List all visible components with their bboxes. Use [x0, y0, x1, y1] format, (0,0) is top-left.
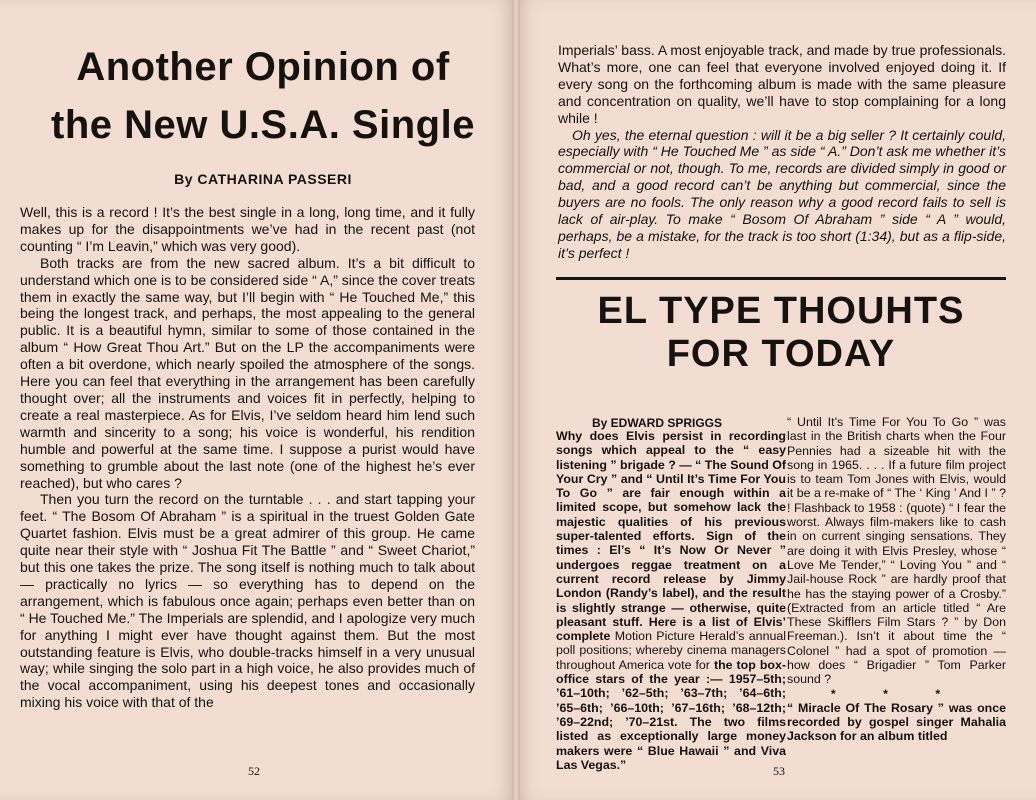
body-paragraph: Both tracks are from the new sacred album. It’s a bit difficult to understand which one is to be considered side “ A,” since the cover treats them in exactly the same way, but I’ll begin with “ He Touched Me,” this being the longest track, and perhaps, the most appealing to the general public. It is a beautiful hymn, similar to some of those contained in the album “ How Great Thou Art.” But on the LP the accompaniments were often a bit overdone, which nearly spoiled the atmosphere of the songs. Here you can feel that everything in the arrangement has been carefully thought over; all the instruments and voices fit in perfectly, helping to create a real masterpiece. As for Elvis, I’ve seldom heard him lend such warmth and sincerity to a song; his voice is wonderful, his rendition humble and powerful at the same time. I suppose a purist would have something to grumble about the last note (one of the highest he’s ever reached), but who cares ?: [20, 254, 475, 491]
section-separator: * * *: [830, 686, 963, 701]
body-paragraph: Well, this is a record ! It’s the best single in a long, long time, and it fully makes up for the disappointments we’ve had in the recent past (not counting “ I’m Leavin,” which was very good).: [20, 204, 475, 254]
column-right-bold-text: “ Miracle Of The Rosary ” was once recorded by gospel singer Mahalia Jackson for an album titled: [787, 700, 1006, 744]
column-right: [787, 415, 1006, 744]
page-number: 53: [773, 764, 785, 778]
column-left: [556, 429, 786, 772]
italic-paragraph: Oh yes, the eternal question : will it be a big seller ? It certainly could, especially with “ He Touched Me ” as side “ A.” Don’t ask me whether it’s commercial or not, though. To me, records are divided simply in good or bad, and a good record can’t be anything but commercial, since the buyers are no fools. The only reason why a good record fails to sell is lack of air-play. To make “ Bosom Of Abraham ” side “ A ” would, perhaps, be a mistake, for the track is too short (1:34), but as a flip-side, it’s perfect !: [558, 126, 1006, 261]
headline-line-2: the New U.S.A. Single: [51, 103, 475, 147]
column-left-bold-text: Why does Elvis persist in recording songs which appeal to the “ easy listening ” brigade ? — “ The Sound Of Your Cry ” and “ Until It’s Time For You To Go ” are fair enough within a limited scope, but somehow lack the majestic qualities of his previous super-talented efforts. Sign of the times : El’s “ It’s Now Or Never ” undergoes reggae treatment on a current record release by Jimmy London (Randy’s label), and the result is slightly strange — otherwise, quite pleasant stuff. Here is a list of Elvis’ complete: [556, 429, 786, 644]
column-headline-line-1: EL TYPE THOUHTS: [597, 290, 965, 332]
column-headline-line-2: FOR TODAY: [666, 333, 896, 375]
headline-line-1: Another Opinion of: [76, 45, 450, 89]
left-page: [0, 0, 516, 800]
article-continuation: [558, 42, 1006, 262]
continued-paragraph: Imperials’ bass. A most enjoyable track, and made by true professionals. What’s more, one can feel that everyone involved enjoyed doing it. If every song on the forthcoming album is made with the same pleasure and concentration on quality, we’ll have to stop complaining for a long while !: [558, 42, 1006, 126]
page-number: 52: [248, 764, 260, 778]
binding-gutter: [512, 0, 520, 800]
section-divider: [556, 277, 1006, 280]
article-headline: [20, 38, 506, 154]
column-byline: By EDWARD SPRIGGS: [592, 416, 723, 430]
column-left-bold-text-end: the top box-office stars of the year :— 1957–5th; ’61–10th; ’62–5th; ’63–7th; ’64–6th; ’65–6th; ’66–10th; ’67–16th; ’68–12th; ’69–22nd; ’70–21st. The two films listed as exceptionally large money makers were “ Blue Hawaii ” and Viva Las Vegas.”: [556, 657, 786, 772]
column-right-text: “ Until It’s Time For You To Go ” was last in the British charts when the Four Pennies had a sizeable hit with the song in 1965. . . . If a future film project is to team Tom Jones with Elvis, would it be a re-make of “ The ‘ King ’ And I ” ? ! Flashback to 1958 : (quote) “ I fear the worst. Always film-makers like to cash in on current singing sensations. They are doing it with Elvis Presley, whose “ Love Me Tender,” “ Loving You ” and “ Jail-house Rock ” are hardly proof that he has the staying power of a Crosby.” (Extracted from an article titled “ Are These Skifflers Film Stars ? ” by Don Freeman.). Isn’t it about time the “ Colonel ” had a spot of promotion — how does “ Brigadier ” Tom Parker sound ?: [787, 415, 1006, 687]
article-body: [20, 204, 475, 711]
right-page: [516, 0, 1036, 800]
article-byline: By CATHARINA PASSERI: [174, 171, 352, 187]
column-left-regular-text: Motion Picture Herald’s annual poll positions; whereby cinema managers throughout America vote for: [556, 629, 786, 672]
column-headline: [556, 290, 1006, 376]
body-paragraph: Then you turn the record on the turntable . . . and start tapping your feet. “ The Bosom Of Abraham ” is a spiritual in the truest Golden Gate Quartet fashion. Elvis must be a great admirer of this group. He came quite near their style with “ Joshua Fit The Battle ” and “ Sweet Chariot,” but this one takes the prize. The song itself is nothing much to talk about — practically no lyrics — so everything has to depend on the arrangement, which is fabulous once again; perhaps even better than on “ He Touched Me.” The Imperials are splendid, and I apologize very much for anything I might ever have thought against them. But the most outstanding feature is Elvis, who double-tracks himself in a very unusual way; while singing the solo part in a high voice, he also provides much of the vocal accompaniment, using his deepest tones and occasionally mixing his voice with that of the: [20, 491, 475, 711]
